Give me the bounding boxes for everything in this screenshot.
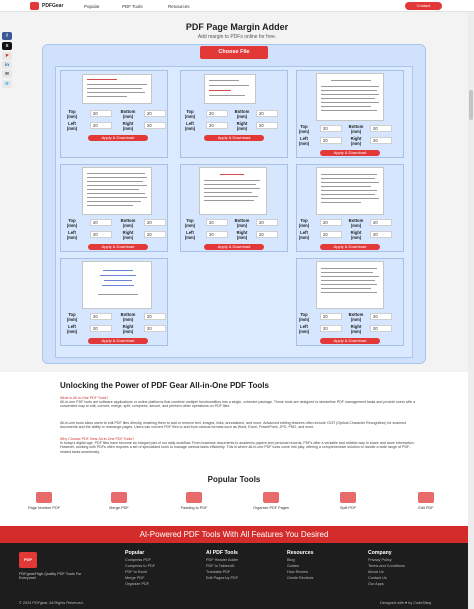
article-title: Unlocking the Power of PDF Gear All-in-One PDF Tools xyxy=(60,381,269,390)
footer-link[interactable]: Blog xyxy=(287,558,295,562)
padding-pdf-icon xyxy=(186,492,202,503)
article-subheading: Why Choose PDF Gear All-in-One PDF Tools? xyxy=(60,437,135,441)
article-subheading: What is All-in-One PDF Tools? xyxy=(60,396,109,400)
page-thumbnail[interactable] xyxy=(204,74,256,104)
apply-download-button[interactable]: Apply & Download xyxy=(320,244,380,250)
footer-link[interactable]: Contact Us xyxy=(368,576,387,580)
promo-banner: AI-Powered PDF Tools With All Features You Desired xyxy=(0,526,468,543)
page-thumbnail[interactable] xyxy=(82,167,152,215)
right-margin-input[interactable]: 20 xyxy=(144,122,166,129)
nav-resources[interactable]: Resources xyxy=(168,3,190,9)
right-margin-input[interactable]: 20 xyxy=(144,231,166,238)
right-margin-input[interactable]: 20 xyxy=(144,325,166,332)
page-subtitle: Add margin to PDFs online for free. xyxy=(197,34,277,40)
footer-link[interactable]: PDF Header Adder xyxy=(206,558,239,562)
popular-tool-item[interactable] xyxy=(164,490,224,514)
footer-col-title: Popular xyxy=(125,550,145,556)
page-thumbnail[interactable] xyxy=(199,167,267,215)
right-margin-input[interactable]: 20 xyxy=(256,231,278,238)
right-margin-label: Right (mm) xyxy=(236,230,248,240)
right-margin-input[interactable]: 20 xyxy=(370,137,392,144)
top-margin-input[interactable]: 20 xyxy=(320,219,342,226)
left-margin-label: Left (mm) xyxy=(184,121,196,131)
footer-link[interactable]: Compress to PDF xyxy=(125,564,156,568)
contact-button[interactable]: Contact xyxy=(405,2,442,10)
bottom-margin-input[interactable]: 20 xyxy=(370,313,392,320)
bottom-margin-input[interactable]: 20 xyxy=(256,110,278,117)
page-thumbnail[interactable] xyxy=(82,261,152,309)
apply-download-button[interactable]: Apply & Download xyxy=(88,244,148,250)
bottom-margin-label: Bottom (mm) xyxy=(120,109,136,119)
bottom-margin-input[interactable]: 20 xyxy=(144,313,166,320)
apply-download-button[interactable]: Apply & Download xyxy=(88,338,148,344)
footer-link[interactable]: Onsite Reviews xyxy=(287,576,314,580)
popular-tool-item[interactable] xyxy=(318,490,378,514)
top-navbar xyxy=(0,0,474,12)
left-margin-input[interactable]: 20 xyxy=(320,325,342,332)
left-margin-label: Left (mm) xyxy=(66,324,78,334)
apply-download-button[interactable]: Apply & Download xyxy=(88,135,148,141)
nav-popular[interactable]: Popular xyxy=(84,3,100,9)
footer-link[interactable]: Our Apps xyxy=(368,582,384,586)
email-share-icon[interactable]: ✉ xyxy=(2,70,12,78)
footer-col-title: AI PDF Tools xyxy=(206,550,238,556)
footer-link[interactable]: PDF to Excel xyxy=(125,570,148,574)
top-margin-input[interactable]: 20 xyxy=(320,125,342,132)
left-margin-label: Left (mm) xyxy=(298,324,310,334)
popular-tool-label: Page Number PDF xyxy=(27,506,61,510)
top-margin-label: Top (mm) xyxy=(184,109,196,119)
footer-link[interactable]: Edit Pages by PDF xyxy=(206,576,239,580)
popular-tool-item[interactable] xyxy=(241,490,301,514)
left-margin-label: Left (mm) xyxy=(298,230,310,240)
footer-link[interactable]: Guides xyxy=(287,564,300,568)
scrollbar-thumb[interactable] xyxy=(469,90,473,120)
pdfgear-logo-icon[interactable] xyxy=(30,2,39,10)
popular-tools-title: Popular Tools xyxy=(207,475,261,484)
bottom-margin-input[interactable]: 20 xyxy=(370,219,392,226)
right-margin-input[interactable]: 20 xyxy=(256,122,278,129)
popular-tool-item[interactable] xyxy=(396,490,456,514)
bottom-margin-label: Bottom (mm) xyxy=(348,124,364,134)
right-margin-label: Right (mm) xyxy=(350,136,362,146)
footer-logo[interactable]: PDF xyxy=(19,552,37,568)
merge-pdf-icon xyxy=(111,492,127,503)
footer-col-title: Resources xyxy=(287,550,314,556)
brand-name[interactable]: PDFGear xyxy=(42,3,64,9)
bottom-margin-input[interactable]: 20 xyxy=(144,110,166,117)
bottom-margin-label: Bottom (mm) xyxy=(120,312,136,322)
copyright-text: © 2024 PDFgear. All Rights Reserved. xyxy=(19,601,84,605)
page-thumbnail[interactable] xyxy=(316,73,384,121)
left-margin-input[interactable]: 20 xyxy=(90,122,112,129)
choose-file-button[interactable]: Choose File xyxy=(200,46,268,59)
edit-pdf-icon xyxy=(418,492,434,503)
pinterest-share-icon[interactable]: P xyxy=(2,52,12,60)
bottom-margin-input[interactable]: 20 xyxy=(256,219,278,226)
page-title: PDF Page Margin Adder xyxy=(185,22,289,32)
article-text: All-in-one PDF tools are software applications or online platforms that combine multiple functionalities into a single, cohesive package. These tools are designed to streamline PDF management tasks and provide users with a convenient way to edit, convert, merge, split, compress, secure, and perform other operations on PDF files. xyxy=(60,400,416,409)
right-margin-label: Right (mm) xyxy=(122,230,134,240)
top-margin-input[interactable]: 20 xyxy=(90,110,112,117)
left-margin-input[interactable]: 20 xyxy=(320,137,342,144)
footer-col-title: Company xyxy=(368,550,392,556)
popular-tool-label: Padding to PDF xyxy=(180,506,208,510)
popular-tool-label: Merge PDF xyxy=(109,506,129,510)
right-margin-label: Right (mm) xyxy=(350,324,362,334)
footer-link[interactable]: Merge PDF xyxy=(125,576,145,580)
article-paragraph-1 xyxy=(60,396,420,409)
nav-pdf-tools[interactable]: PDF Tools xyxy=(122,3,143,9)
left-margin-label: Left (mm) xyxy=(66,230,78,240)
left-margin-input[interactable]: 20 xyxy=(90,231,112,238)
footer-link[interactable]: How Review xyxy=(287,570,309,574)
top-margin-input[interactable]: 20 xyxy=(206,219,228,226)
bottom-margin-label: Bottom (mm) xyxy=(234,218,250,228)
bottom-margin-label: Bottom (mm) xyxy=(348,218,364,228)
left-margin-input[interactable]: 20 xyxy=(90,325,112,332)
apply-download-button[interactable]: Apply & Download xyxy=(320,150,380,156)
popular-tool-label: Organize PDF Pages xyxy=(253,506,289,510)
bottom-margin-input[interactable]: 20 xyxy=(370,125,392,132)
top-margin-input[interactable]: 20 xyxy=(90,219,112,226)
top-margin-label: Top (mm) xyxy=(66,218,78,228)
top-margin-label: Top (mm) xyxy=(298,218,310,228)
footer-link[interactable]: Terms and Conditions xyxy=(368,564,405,568)
left-margin-input[interactable]: 20 xyxy=(206,231,228,238)
top-margin-input[interactable]: 20 xyxy=(90,313,112,320)
footer-link[interactable]: Compress PDF xyxy=(125,558,151,562)
bottom-margin-label: Bottom (mm) xyxy=(234,109,250,119)
footer-link[interactable]: About Us xyxy=(368,570,384,574)
article-paragraph-2: All-in-one tools allow users to edit PDF files directly, enabling them to add or remove text, images, links, annotations, and more. Advanced editing features often include OCR (Optical Character Recognition) for scanned documents and the ability to rearrange pages. Users can convert PDF files to and from various formats such as Word, Excel, PowerPoint, JPG, PNG, and more. xyxy=(60,421,407,430)
bottom-margin-label: Bottom (mm) xyxy=(348,312,364,322)
right-margin-input[interactable]: 20 xyxy=(370,231,392,238)
popular-tool-label: Split PDF xyxy=(339,506,357,510)
footer-link[interactable]: Organize PDF xyxy=(125,582,150,586)
article-paragraph-3 xyxy=(60,437,420,454)
more-share-icon[interactable]: ⟳ xyxy=(2,80,12,88)
top-margin-input[interactable]: 20 xyxy=(206,110,228,117)
article-text: In today's digital age, PDF files have become an integral part of our daily workflow. From business documents to academic papers and personal records, PDFs offer a versatile and reliable way to share and store information. However, working with PDFs often requires a set of specialized tools to manage various tasks efficiently. This is where all-in-one PDF tools come into play, offering a comprehensive solution to handle a wide range of PDF-related tasks seamlessly. xyxy=(60,441,415,454)
apply-download-button[interactable]: Apply & Download xyxy=(204,244,264,250)
right-margin-label: Right (mm) xyxy=(122,121,134,131)
left-margin-input[interactable]: 20 xyxy=(206,122,228,129)
apply-download-button[interactable]: Apply & Download xyxy=(320,338,380,344)
right-margin-label: Right (mm) xyxy=(350,230,362,240)
popular-tool-label: Edit PDF xyxy=(418,506,434,510)
page-thumbnail[interactable] xyxy=(316,261,384,309)
popular-tool-item[interactable] xyxy=(14,490,74,514)
left-margin-label: Left (mm) xyxy=(184,230,196,240)
facebook-share-icon[interactable]: f xyxy=(2,32,12,40)
top-margin-input[interactable]: 20 xyxy=(320,313,342,320)
apply-download-button[interactable]: Apply & Download xyxy=(204,135,264,141)
designed-by-text: Designed with ♥ by CodeSiteq xyxy=(380,601,432,605)
organize-pdf-icon xyxy=(263,492,279,503)
left-margin-label: Left (mm) xyxy=(66,121,78,131)
linkedin-share-icon[interactable]: in xyxy=(2,61,12,69)
x-share-icon[interactable]: X xyxy=(2,42,12,50)
footer-tagline: PDFgear/High-Quality PDF Tools For Everyone! xyxy=(19,572,82,581)
split-pdf-icon xyxy=(340,492,356,503)
footer-link[interactable]: PDF to Tables/AI xyxy=(206,564,235,568)
bottom-margin-input[interactable]: 20 xyxy=(144,219,166,226)
right-margin-input[interactable]: 20 xyxy=(370,325,392,332)
bottom-margin-label: Bottom (mm) xyxy=(120,218,136,228)
left-margin-label: Left (mm) xyxy=(298,136,310,146)
footer-link[interactable]: Privacy Policy xyxy=(368,558,392,562)
right-margin-label: Right (mm) xyxy=(236,121,248,131)
top-margin-label: Top (mm) xyxy=(298,312,310,322)
top-margin-label: Top (mm) xyxy=(184,218,196,228)
footer-link[interactable]: Translate PDF xyxy=(206,570,231,574)
left-margin-input[interactable]: 20 xyxy=(320,231,342,238)
top-margin-label: Top (mm) xyxy=(66,109,78,119)
right-margin-label: Right (mm) xyxy=(122,324,134,334)
top-margin-label: Top (mm) xyxy=(298,124,310,134)
top-margin-label: Top (mm) xyxy=(66,312,78,322)
page-number-pdf-icon xyxy=(36,492,52,503)
popular-tool-item[interactable] xyxy=(89,490,149,514)
page-thumbnail[interactable] xyxy=(316,167,384,215)
page-thumbnail[interactable] xyxy=(82,74,152,104)
